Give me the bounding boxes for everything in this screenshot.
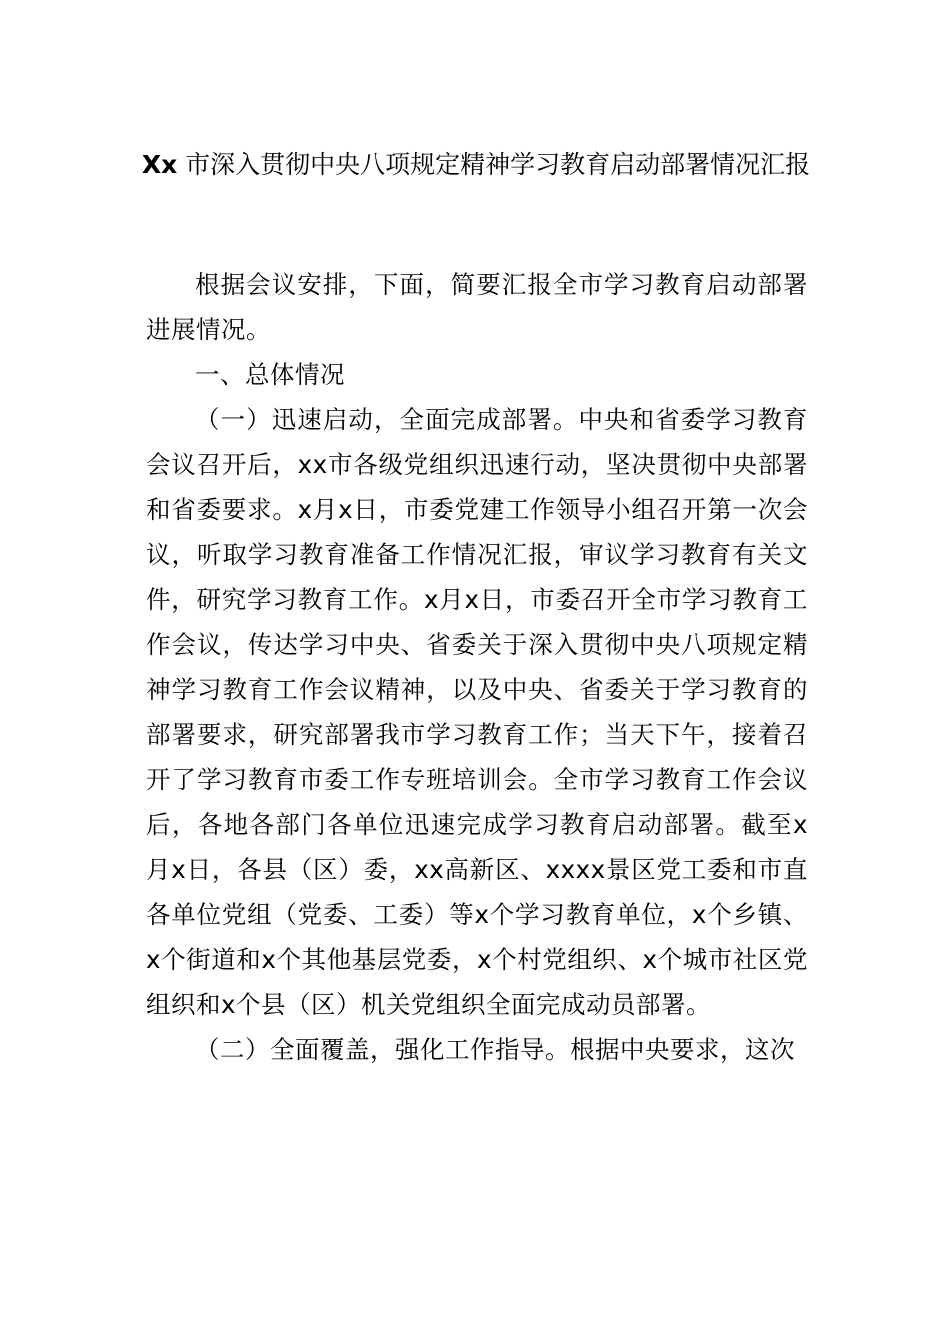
paragraph-section-1: （一）迅速启动，全面完成部署。中央和省委学习教育会议召开后，xx市各级党组织迅速行动，坚决贯彻中央部署和省委要求。x月x日，市委党建工作领导小组召开第一次会议，听取学习教育准备工作情况汇报，审议学习教育有关文件，研究学习教育工作。x月x日，市委召开全市学习教育工作会议，传达学习中央、省委关于深入贯彻中央八项规定精神学习教育工作会议精神，以及中央、省委关于学习教育的部署要求，研究部署我市学习教育工作；当天下午，接着召开了学习教育市委工作专班培训会。全市学习教育工作会议后，各地各部门各单位迅速完成学习教育启动部署。截至x月x日，各县（区）委，xx高新区、xxxx景区党工委和市直各单位党组（党委、工委）等x个学习教育单位，x个乡镇、x个街道和x个其他基层党委，x个村党组织、x个城市社区党组织和x个县（区）机关党组织全面完成动员部署。: [146, 405, 808, 1019]
title-prefix: Xx: [141, 150, 178, 179]
title-text: 市深入贯彻中央八项规定精神学习教育启动部署情况汇报: [185, 150, 811, 179]
document-body: [146, 262, 808, 1072]
document-title: [136, 143, 816, 186]
section-heading-overall: 一、总体情况: [195, 360, 345, 389]
paragraph-section-2: （二）全面覆盖，强化工作指导。根据中央要求，这次: [195, 1035, 795, 1064]
paragraph-intro: 根据会议安排，下面，简要汇报全市学习教育启动部署进展情况。: [146, 270, 808, 344]
